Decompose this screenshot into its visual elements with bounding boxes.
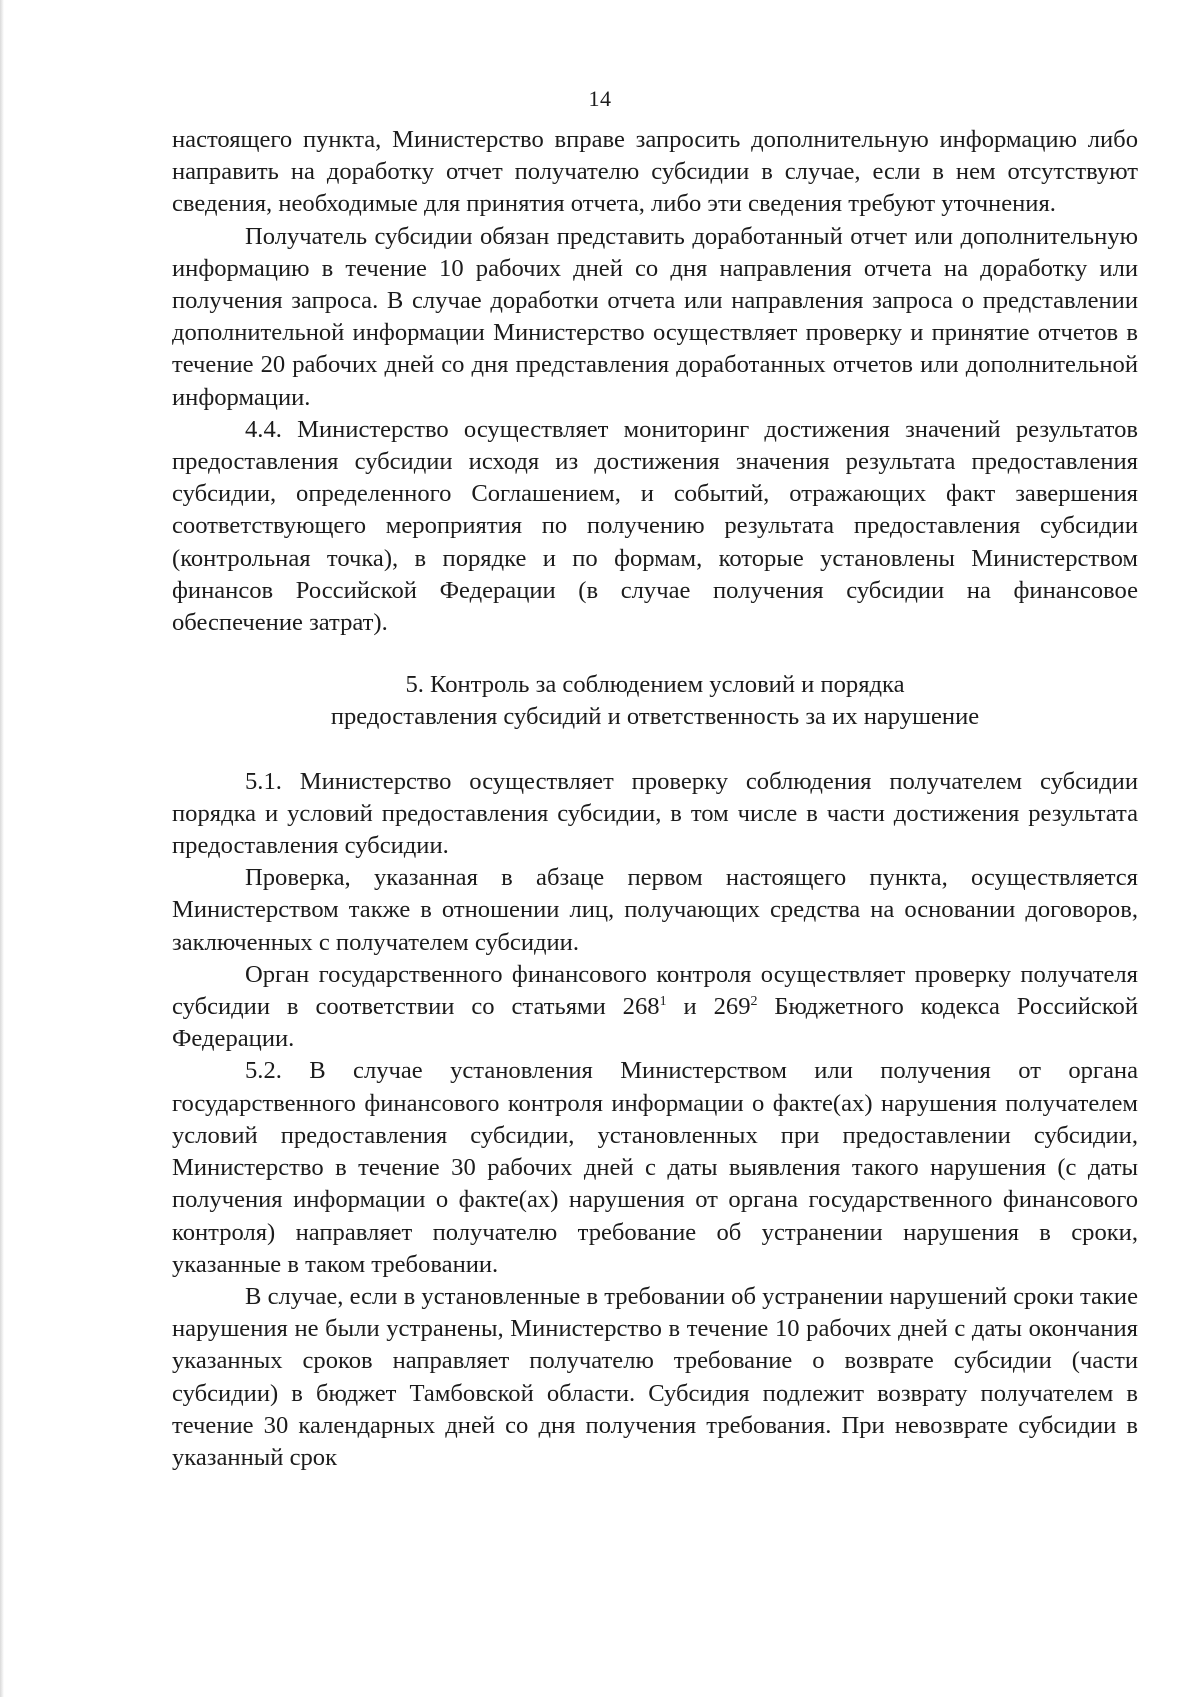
scan-edge — [0, 0, 4, 1697]
article-268-superscript: 1 — [659, 993, 667, 1009]
page-number: 14 — [588, 86, 612, 111]
paragraph-inspection-scope: Проверка, указанная в абзаце первом настоящего пункта, осуществляется Министерством также в отношении лиц, получающих средства на основании договоров, заключенных с получателем субсидии. — [172, 864, 1138, 956]
control-text-part-1: Орган государственного финансового контроля осуществляет проверку получателя субсидии в соответствии со статьями 268 — [172, 960, 1138, 1021]
paragraph-refund-demand: В случае, если в установленные в требовании об устранении нарушений сроки такие нарушения не были устранены, Министерство в течение 10 рабочих дней с даты окончания указанных сроков направляет получателю требование о возврате субсидии (части субсидии) в бюджет Тамбовской области. Субсидия подлежит возврату получателем в течение 30 календарных дней со дня получения требования. При невозврате субсидии в указанный срок — [172, 1282, 1138, 1471]
section-5-heading-line-1: 5. Контроль за соблюдением условий и порядка — [405, 671, 905, 699]
document-body — [172, 124, 1138, 1474]
paragraph-continuation: настоящего пункта, Министерство вправе запросить дополнительную информацию либо направить на доработку отчет получателю субсидии в случае, если в нем отсутствуют сведения, необходимые для принятия отчета, либо эти сведения требуют уточнения. — [172, 126, 1138, 218]
paragraph-5-2-violation: 5.2. В случае установления Министерством или получения от органа государственного финансового контроля информации о факте(ах) нарушения получателем условий предоставления субсидии, установленных при предоставлении субсидии, Министерство в течение 30 рабочих дней с даты выявления такого нарушения (с даты получения информации о факте(ах) нарушения от органа государственного финансового контроля) направляет получателю требование об устранении нарушения в сроки, указанные в таком требовании. — [172, 1057, 1138, 1278]
control-text-part-3: Бюджетного кодекса Российской Федерации. — [172, 993, 1138, 1053]
section-5-heading-line-2: предоставления субсидий и ответственность за их нарушение — [330, 703, 980, 731]
article-269-superscript: 2 — [750, 993, 758, 1009]
section-5-heading — [172, 669, 1138, 733]
paragraph-5-1-inspection: 5.1. Министерство осуществляет проверку соблюдения получателем субсидии порядка и условий предоставления субсидии, в том числе в части достижения результата предоставления субсидии. — [172, 767, 1138, 860]
paragraph-report-revision: Получатель субсидии обязан представить доработанный отчет или дополнительную информацию в течение 10 рабочих дней со дня направления отчета на доработку или получения запроса. В случае доработки отчета или направления запроса о представлении дополнительной информации Министерство осуществляет проверку и принятие отчетов в течение 20 рабочих дней со дня представления доработанных отчетов или дополнительной информации. — [172, 222, 1138, 411]
control-text-part-2: и 269 — [666, 993, 751, 1021]
paragraph-financial-control — [172, 959, 1138, 1056]
paragraph-4-4-monitoring: 4.4. Министерство осуществляет мониторинг достижения значений результатов предоставления субсидии исходя из достижения значения результата предоставления субсидии, определенного Соглашением, и событий, отражающих факт завершения соответствующего мероприятия по получению результата предоставления субсидии (контрольная точка), в порядке и по формам, которые установлены Министерством финансов Российской Федерации (в случае получения субсидии на финансовое обеспечение затрат). — [172, 415, 1138, 637]
